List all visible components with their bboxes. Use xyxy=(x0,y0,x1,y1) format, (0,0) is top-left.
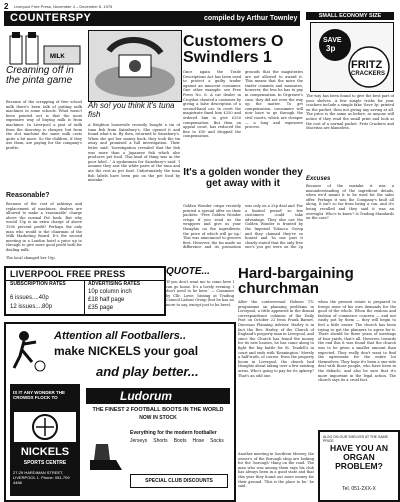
tuna-body: A Brighton housewife recently bought a tin of tuna fish from Sainsbury's. She opened it and found what's in. By then, returned to Sainsbury's. When she got her money back, they took the tin away and promised a full investigation. Their letter said: 'Investigation revealed that the fish was more than a Japanese fish which also produces pet food. This kind of thing was in the poor label...' A spokesman for Sainsbury's said: 'I assume they saw the white parts of the tuna and ate the rest as pet food. Unfortunately the tuna fish labels have been put on the pet food by mistake.' xyxy=(88,123,180,183)
organ-ad-tiny: ALSO ON OUR SHELVES AT THE SAME PRICE xyxy=(323,435,388,443)
quote-title: QUOTE... xyxy=(166,266,210,277)
economy-badge xyxy=(306,12,394,20)
golden-wonder-headline: It's a golden wonder they get away with it xyxy=(183,167,303,189)
churchman-body: After the controversial Holmes T.V. programme on planning problems in Liverpool, a tittle appeared in the dismal correspondence columns of the Daily Post on October 22 from Frank Barnet, Diocesan Planning Adviser. Harley is in fact the Rev. Harley, of the Church of England's property man in Liverpool, and since the Church has found the money for its new houses, he has come along to fight the big battle for St. Tendell's in court and ends with 'Kennington.' Merely a half-truth, of course. Even the property boom in Liverpool, the church had thoughts about taking over a few existing areas. Who's going to pay for its upkeep? That's an odd one. xyxy=(238,300,314,378)
section-banner xyxy=(4,11,300,26)
shop-name: NICKELS xyxy=(20,446,70,458)
ad-title-line1: Attention all Footballers.. xyxy=(54,330,187,342)
milk-headline: Creaming off in the pinta game xyxy=(6,65,74,86)
rate-6-issues: 6 issues....40p xyxy=(10,295,49,301)
reasonable-body: Because of the cost of ashtrays and replacement of machines, dealers are allowed to make a 'reasonable' charge above the normal Pot book. But why would 13p is an extra charge of above 1500 percent profit? Perhaps the only man who would is the chairman of the Milk Marketing Board. It's the second meeting in a London hotel a price up to through to give more good profit both for dealing milk. xyxy=(6,202,82,252)
tuna-headline: Ah so! you think it's tuna fish xyxy=(88,101,175,119)
shop-logo xyxy=(14,412,76,442)
shop-address: 27-29 HARDIMAN STREET, LIVERPOOL 1. Phone: 051-709 4466 xyxy=(13,470,70,485)
excuses-body: Because of the mistake it was a misunderstanding of the ingredient details, when we'd meant it to be used for the sales offer. Perhaps it was the Company's fault all along, it isn't so far from being a con, and it's being recalled and they said it was an oversight. Who's to know? Is Trading Standards on the case? xyxy=(306,184,394,221)
item-hose: Hose xyxy=(192,438,205,444)
excuses-heading: Excuses xyxy=(306,176,331,182)
subscription-box xyxy=(4,266,166,316)
save-label: SAVE xyxy=(323,37,342,44)
item-boots: Boots xyxy=(173,438,187,444)
milk-bottles-image xyxy=(6,30,82,66)
folio-bar xyxy=(4,3,396,11)
product-name: CRACKERS xyxy=(351,71,386,77)
save-amount: 3p xyxy=(326,44,336,53)
section-title: COUNTERSPY xyxy=(10,12,92,24)
footballers-ad xyxy=(4,322,236,502)
club-discount-badge: SPECIAL CLUB DISCOUNTS xyxy=(130,474,228,488)
milk-body: Because of the scrapping of free school milk there's been talk of putting milk machines in some schools. What wasn't been pointed out is that the most expensive way of buying milk is from machines. In Liverpool a pint of milk from the doorstep is cheaper, but from the slot machine the same milk costs quite a bit more. So the children, if they use them, are paying for the company's profits. xyxy=(6,100,82,150)
fritz-body: The way has been found to give the best part of your shelves. A few simple tricks for your crackers include a simple fake 'Save 3p' printed on the packet, then not giving any saving at all. The price is the same as before, as anyone will notice if they read the small print and look at the cost of a normal packet. Fritz Crackers and Macvitas are blameless. xyxy=(306,94,394,131)
ad-rates-heading: ADVERTISING RATES xyxy=(88,281,141,287)
stock-list xyxy=(130,438,230,445)
folio-text: Liverpool Free Press, November 4 – December 6, 1975 xyxy=(14,4,113,9)
main-headline xyxy=(183,34,303,66)
ad-title-line2: make NICKELS your goal xyxy=(54,344,199,358)
stock-sub: NOW IN STOCK xyxy=(139,415,177,421)
bottom-sidebar-body: Another meeting in Southern Mersey, the owner's of the Borough shop are looking for the 'borough' thing on the road. The man who was among them says his club has always been in a good state and that this year they found out more money for their ground. 'This is the place to be,' he said. xyxy=(238,452,314,489)
main-side-text: grounds that the magistrates are not allowed to award it. This means that the more the trader commits and measures, however, the less he has to pay in compensation. In Orgreave's case, they did not even the way up the matter. To get compensation, consumers will now have to go through the civil courts, which are cheaper — a long and expensive process. xyxy=(245,70,303,130)
churchman-headline xyxy=(238,266,396,296)
churchman-headline-line1: Hard-bargaining xyxy=(238,265,354,282)
badge-text: SMALL ECONOMY SIZE xyxy=(318,13,382,19)
main-headline-line1: Customers O xyxy=(183,33,284,50)
ad-rate-page: £35 page xyxy=(88,305,114,311)
footer-note: The local changed her 10p. xyxy=(6,256,56,260)
ad-rate-column-inch: 10p column inch xyxy=(88,289,132,295)
subscription-title: LIVERPOOL FREE PRESS xyxy=(10,269,126,279)
churchman-headline-line2: churchman xyxy=(238,280,319,297)
organ-ad-phone: Tel. 051-2XX-X xyxy=(342,486,376,492)
tuna-photo xyxy=(88,30,182,102)
list-title: Everything for the modern footballer xyxy=(130,430,217,436)
brand-name: FRITZ xyxy=(351,59,383,71)
stock-line: THE FINEST 2 FOOTBALL BOOTS IN THE WORLD xyxy=(92,407,224,413)
item-shorts: Shorts xyxy=(153,438,168,444)
byline: compiled by Arthur Townley xyxy=(204,15,298,22)
nickels-panel xyxy=(10,384,80,496)
rate-12-issues: 12 issues....80p xyxy=(10,304,53,310)
organ-ad xyxy=(318,430,400,502)
shop-sub: SPORTS CENTRE xyxy=(23,460,67,466)
main-headline-line2: Swindlers 1 xyxy=(183,49,272,66)
subscription-col-divider xyxy=(84,280,85,314)
item-jerseys: Jerseys xyxy=(130,438,148,444)
fritz-pack xyxy=(310,22,394,92)
svg-text:MILK: MILK xyxy=(50,54,65,60)
ad-rate-half-page: £18 half page xyxy=(88,297,125,303)
footballer-figure-image xyxy=(10,328,50,372)
reasonable-heading: Reasonable? xyxy=(6,192,50,199)
organ-ad-title: HAVE YOU AN ORGAN PROBLEM? xyxy=(330,443,388,471)
item-socks: Socks xyxy=(210,438,224,444)
ludorum-brand: Ludorum xyxy=(120,389,172,403)
ludorum-banner xyxy=(86,386,230,426)
ad-title-line3: and play better... xyxy=(96,364,199,379)
milk-story xyxy=(6,66,82,86)
quote-text: 'If you don't want me to come here I can go home. It's a lovely evening. I don't need to be here.' — Comment by Cllr. Lowe, hissing at Trading Council Labour Group (but he has no more to say, except just to be here). xyxy=(166,280,234,307)
subscription-rates-heading: SUBSCRIPTION RATES xyxy=(10,281,66,287)
shop-tag: IS IT ANY WONDER THE CROWDS FLOCK TO xyxy=(13,390,66,400)
boot-image xyxy=(86,430,126,490)
page-number: 2 xyxy=(4,2,9,11)
main-intro: Once again the Trade Descriptions Act has been used to protect a guilty trader against an innocent consumer. One other example: see Free Press No. 6. A car dealer in Croydon cheated a customer by giving a false description of a second-hand car. In court the magistrate fined him £250 and ordered him to give £250 compensation. But then on appeal court, has reduced the fine to £50 and dropped the compensation. xyxy=(183,70,241,139)
churchman-body-col2: when the present estate is prepared to forego none of his own demands for the good of the whole. When the zealous and fashion of commerce concern — and not easily put by them — they will begin to feel a little easier. The church has been trying to get the planners to agree for it. There should be three years of meetings of four yards, that's all. However, towards the end this it was found that the church was to be given a smaller amount than expected. They really don't want to find the agreement for the entire lot themselves. They hope it's been a one-side deal with those people, who have been in the debacle, and also be sure that it's more important in the legal action. The church says its a cruel fact. xyxy=(318,300,396,383)
golden-wonder-body: Golden Wonder crisps recently printed a special offer on their packets: 'Free Golden Wonder crisps if you send us the wrappers and give us your thoughts on the ingredients, the price of which will go up.' This was announced to grocers first. However, the tin made no difference and its promotion was only on a 25p deal and 'For a limited period' so few customers could take advantage. They also use the Golden Wonder is fronted by the Imperial Tobacco Group and they claimed they're so honest and 'In one part it clearly stated that the only free one's you get were on the 2p xyxy=(183,204,303,250)
